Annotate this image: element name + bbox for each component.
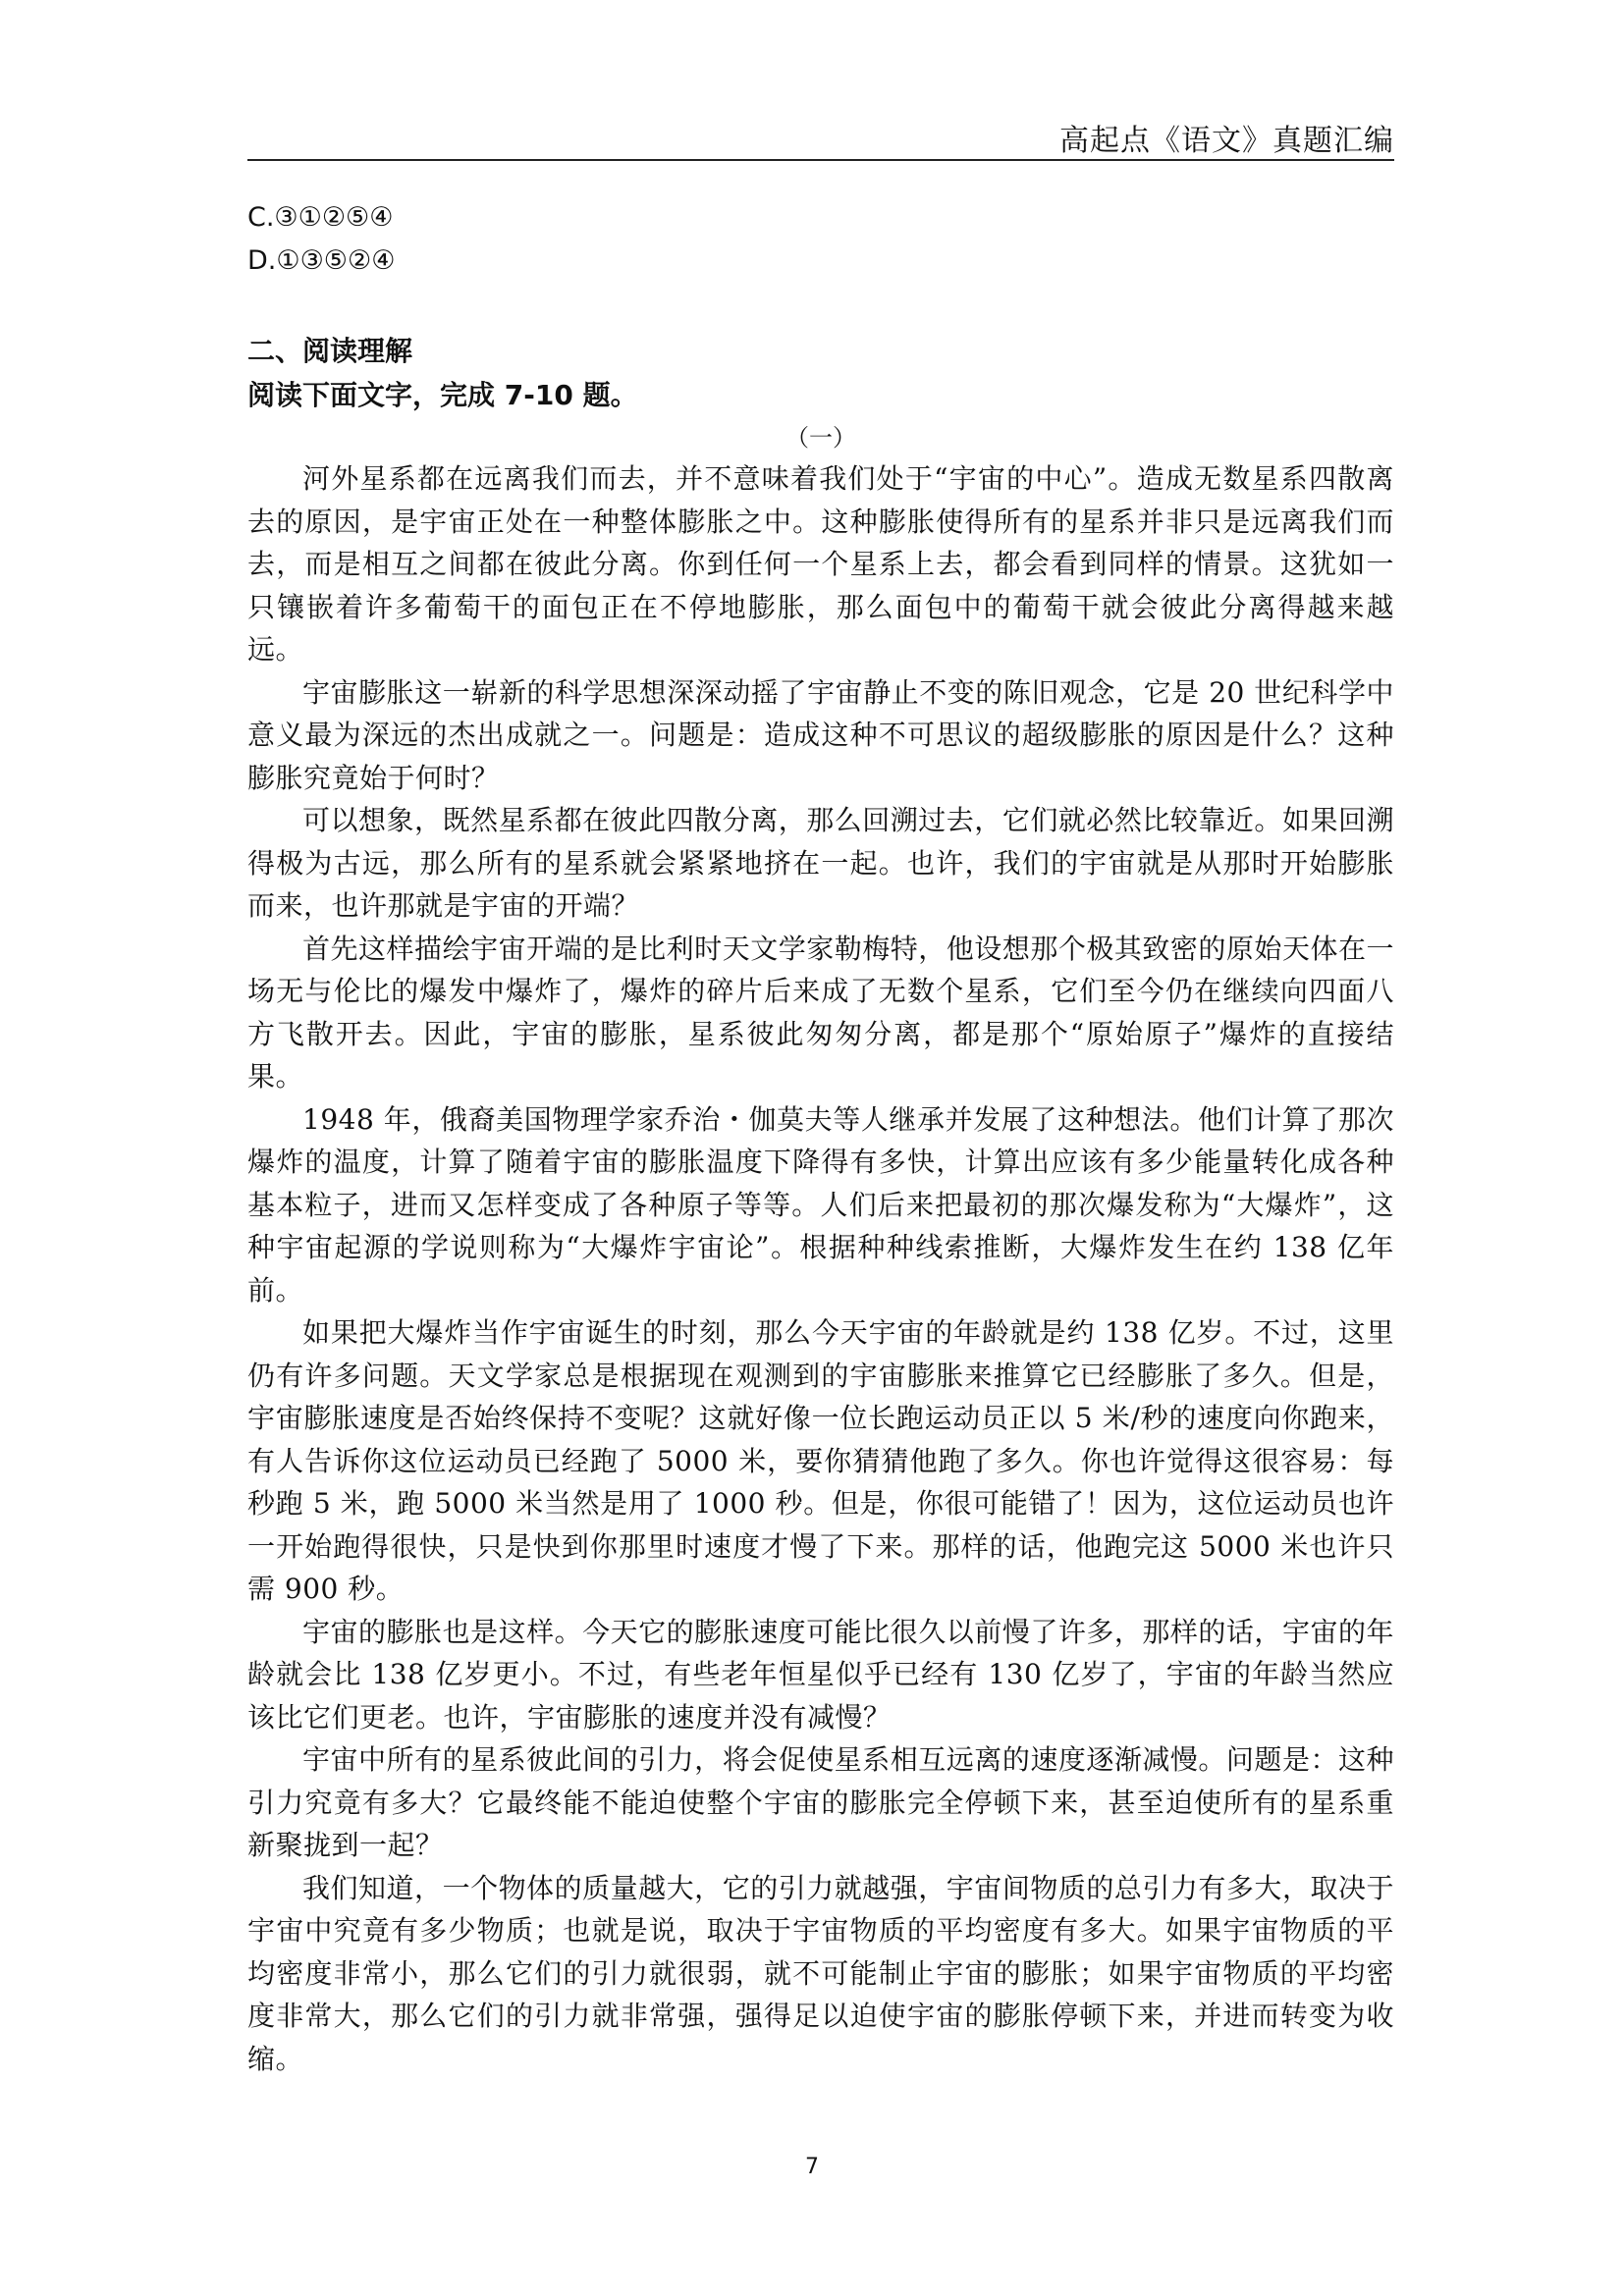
paragraph: 河外星系都在远离我们而去，并不意味着我们处于“宇宙的中心”。造成无数星系四散离去的原因，是宇宙正处在一种整体膨胀之中。这种膨胀使得所有的星系并非只是远离我们而去，而是相互之间都在彼此分离。你到任何一个星系上去，都会看到同样的情景。这犹如一只镶嵌着许多葡萄干的面包正在不停地膨胀，那么面包中的葡萄干就会彼此分离得越来越远。: [247, 462, 1394, 666]
section-title: 二、阅读理解: [247, 335, 413, 367]
paragraph: 可以想象，既然星系都在彼此四散分离，那么回溯过去，它们就必然比较靠近。如果回溯得极为古远，那么所有的星系就会紧紧地挤在一起。也许，我们的宇宙就是从那时开始膨胀而来，也许那就是宇宙的开端？: [247, 804, 1394, 922]
page-content: [247, 196, 1394, 2080]
page-number: 7: [805, 2155, 819, 2179]
paragraph: 宇宙的膨胀也是这样。今天它的膨胀速度可能比很久以前慢了许多，那样的话，宇宙的年龄就会比 138 亿岁更小。不过，有些老年恒星似乎已经有 130 亿岁了，宇宙的年龄当然应该比它们更老。也许，宇宙膨胀的速度并没有减慢？: [247, 1615, 1394, 1734]
header-title: 高起点《语文》真题汇编: [1059, 124, 1394, 158]
paragraph: 宇宙中所有的星系彼此间的引力，将会促使星系相互远离的速度逐渐减慢。问题是：这种引力究竟有多大？它最终能不能迫使整个宇宙的膨胀完全停顿下来，甚至迫使所有的星系重新聚拢到一起？: [247, 1743, 1394, 1861]
paragraph: 1948 年，俄裔美国物理学家乔治・伽莫夫等人继承并发展了这种想法。他们计算了那次爆炸的温度，计算了随着宇宙的膨胀温度下降得有多快，计算出应该有多少能量转化成各种基本粒子，进而又怎样变成了各种原子等等。人们后来把最初的那次爆发称为“大爆炸”，这种宇宙起源的学说则称为“大爆炸宇宙论”。根据种种线索推断，大爆炸发生在约 138 亿年前。: [247, 1102, 1394, 1307]
paragraph: 我们知道，一个物体的质量越大，它的引力就越强，宇宙间物质的总引力有多大，取决于宇宙中究竟有多少物质；也就是说，取决于宇宙物质的平均密度有多大。如果宇宙物质的平均密度非常小，那么它们的引力就很弱，就不可能制止宇宙的膨胀；如果宇宙物质的平均密度非常大，那么它们的引力就非常强，强得足以迫使宇宙的膨胀停顿下来，并进而转变为收缩。: [247, 1871, 1394, 2075]
paragraph: 如果把大爆炸当作宇宙诞生的时刻，那么今天宇宙的年龄就是约 138 亿岁。不过，这里仍有许多问题。天文学家总是根据现在观测到的宇宙膨胀来推算它已经膨胀了多久。但是，宇宙膨胀速度是否始终保持不变呢？这就好像一位长跑运动员正以 5 米/秒的速度向你跑来，有人告诉你这位运动员已经跑了 5000 米，要你猜猜他跑了多久。你也许觉得这很容易：每秒跑 5 米，跑 5000 米当然是用了 1000 秒。但是，你很可能错了！因为，这位运动员也许一开始跑得很快，只是快到你那里时速度才慢了下来。那样的话，他跑完这 5000 米也许只需 900 秒。: [247, 1316, 1394, 1605]
reading-instruction: 阅读下面文字，完成 7-10 题。: [247, 379, 638, 411]
paragraph: 宇宙膨胀这一崭新的科学思想深深动摇了宇宙静止不变的陈旧观念，它是 20 世纪科学中意义最为深远的杰出成就之一。问题是：造成这种不可思议的超级膨胀的原因是什么？这种膨胀究竟始于何时？: [247, 675, 1394, 794]
answer-option-c: C.③①②⑤④: [247, 202, 394, 233]
part-label: （一）: [785, 424, 856, 452]
answer-option-d: D.①③⑤②④: [247, 245, 396, 276]
header-divider: [247, 159, 1394, 161]
paragraph: 首先这样描绘宇宙开端的是比利时天文学家勒梅特，他设想那个极其致密的原始天体在一场无与伦比的爆发中爆炸了，爆炸的碎片后来成了无数个星系，它们至今仍在继续向四面八方飞散开去。因此，宇宙的膨胀，星系彼此匆匆分离，都是那个“原始原子”爆炸的直接结果。: [247, 932, 1394, 1093]
